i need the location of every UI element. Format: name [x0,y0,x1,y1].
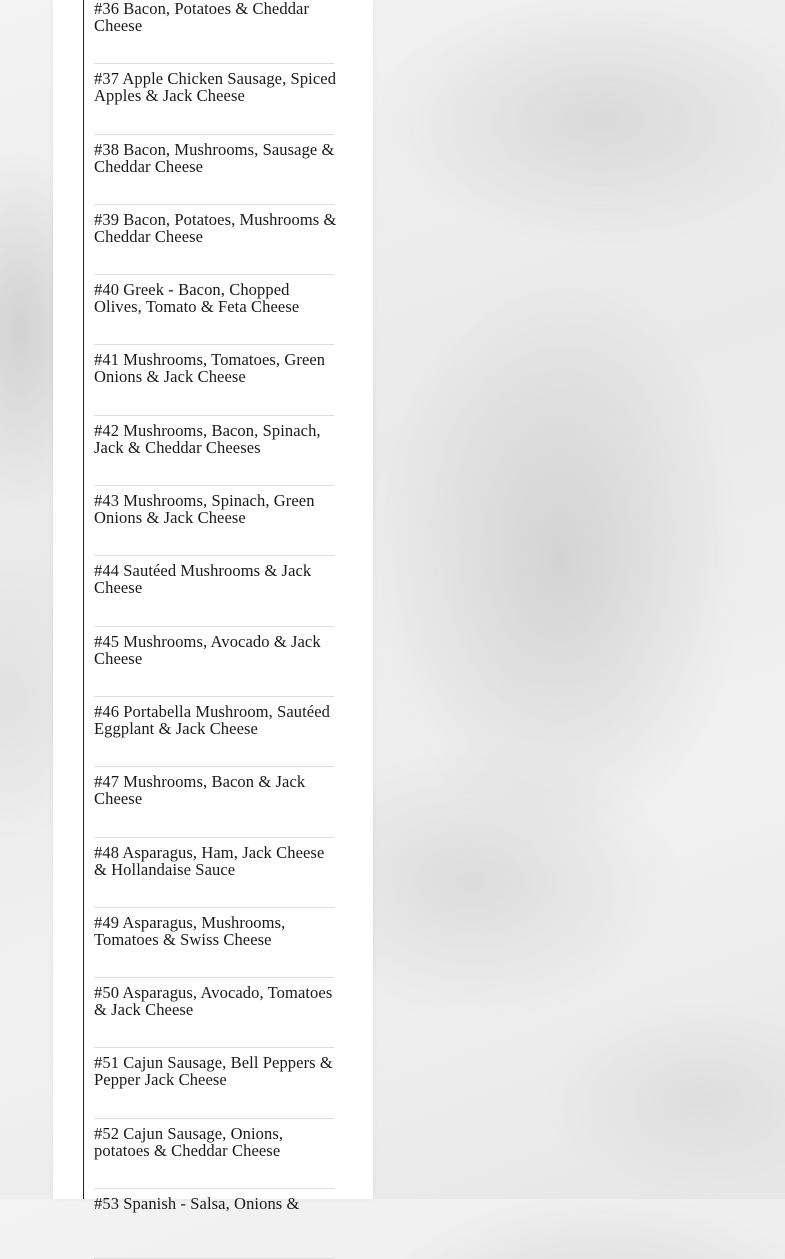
menu-item-label: #53 Spanish - Salsa, Onions & [94,1194,300,1214]
menu-divider-line [83,0,84,1199]
menu-item-49[interactable] [94,908,334,978]
menu-item-47[interactable] [94,767,334,837]
menu-item-label: #46 Portabella Mushroom, Sautéed Eggplant & Jack Cheese [94,701,330,738]
menu-item-45[interactable] [94,627,334,697]
menu-item-label: #36 Bacon, Potatoes & Cheddar Cheese [94,0,310,35]
menu-item-label: #45 Mushrooms, Avocado & Jack Cheese [94,631,321,668]
menu-item-42[interactable] [94,416,334,486]
menu-item-48[interactable] [94,838,334,908]
menu-item-52[interactable] [94,1119,334,1189]
menu-item-label: #40 Greek - Bacon, Chopped Olives, Tomato & Feta Cheese [94,280,300,317]
menu-item-label: #50 Asparagus, Avocado, Tomatoes & Jack Cheese [94,983,333,1020]
menu-item-43[interactable] [94,486,334,556]
menu-item-36[interactable] [94,0,334,64]
menu-item-46[interactable] [94,697,334,767]
menu-item-40[interactable] [94,275,334,345]
menu-item-label: #43 Mushrooms, Spinach, Green Onions & Jack Cheese [94,491,315,528]
menu-item-label: #38 Bacon, Mushrooms, Sausage & Cheddar Cheese [94,139,335,176]
menu-item-label: #39 Bacon, Potatoes, Mushrooms & Cheddar Cheese [94,209,337,246]
menu-item-38[interactable] [94,135,334,205]
menu-item-label: #37 Apple Chicken Sausage, Spiced Apples & Jack Cheese [94,69,337,106]
menu-panel [53,0,373,1214]
menu-item-label: #49 Asparagus, Mushrooms, Tomatoes & Swiss Cheese [94,912,286,949]
menu-item-37[interactable] [94,64,337,134]
menu-item-44[interactable] [94,556,334,626]
menu-item-41[interactable] [94,345,334,415]
menu-item-39[interactable] [94,205,337,275]
menu-item-label: #48 Asparagus, Ham, Jack Cheese & Hollandaise Sauce [94,842,325,879]
menu-item-label: #44 Sautéed Mushrooms & Jack Cheese [94,561,312,598]
omelette-menu-list [94,0,337,1259]
menu-item-label: #52 Cajun Sausage, Onions, potatoes & Cheddar Cheese [94,1123,284,1160]
menu-item-50[interactable] [94,978,334,1048]
menu-item-label: #51 Cajun Sausage, Bell Peppers & Pepper Jack Cheese [94,1053,333,1090]
menu-item-53[interactable] [94,1189,334,1259]
menu-item-label: #41 Mushrooms, Tomatoes, Green Onions & Jack Cheese [94,350,326,387]
menu-item-51[interactable] [94,1048,334,1118]
menu-item-label: #47 Mushrooms, Bacon & Jack Cheese [94,772,306,809]
menu-item-label: #42 Mushrooms, Bacon, Spinach, Jack & Cheddar Cheeses [94,420,321,457]
